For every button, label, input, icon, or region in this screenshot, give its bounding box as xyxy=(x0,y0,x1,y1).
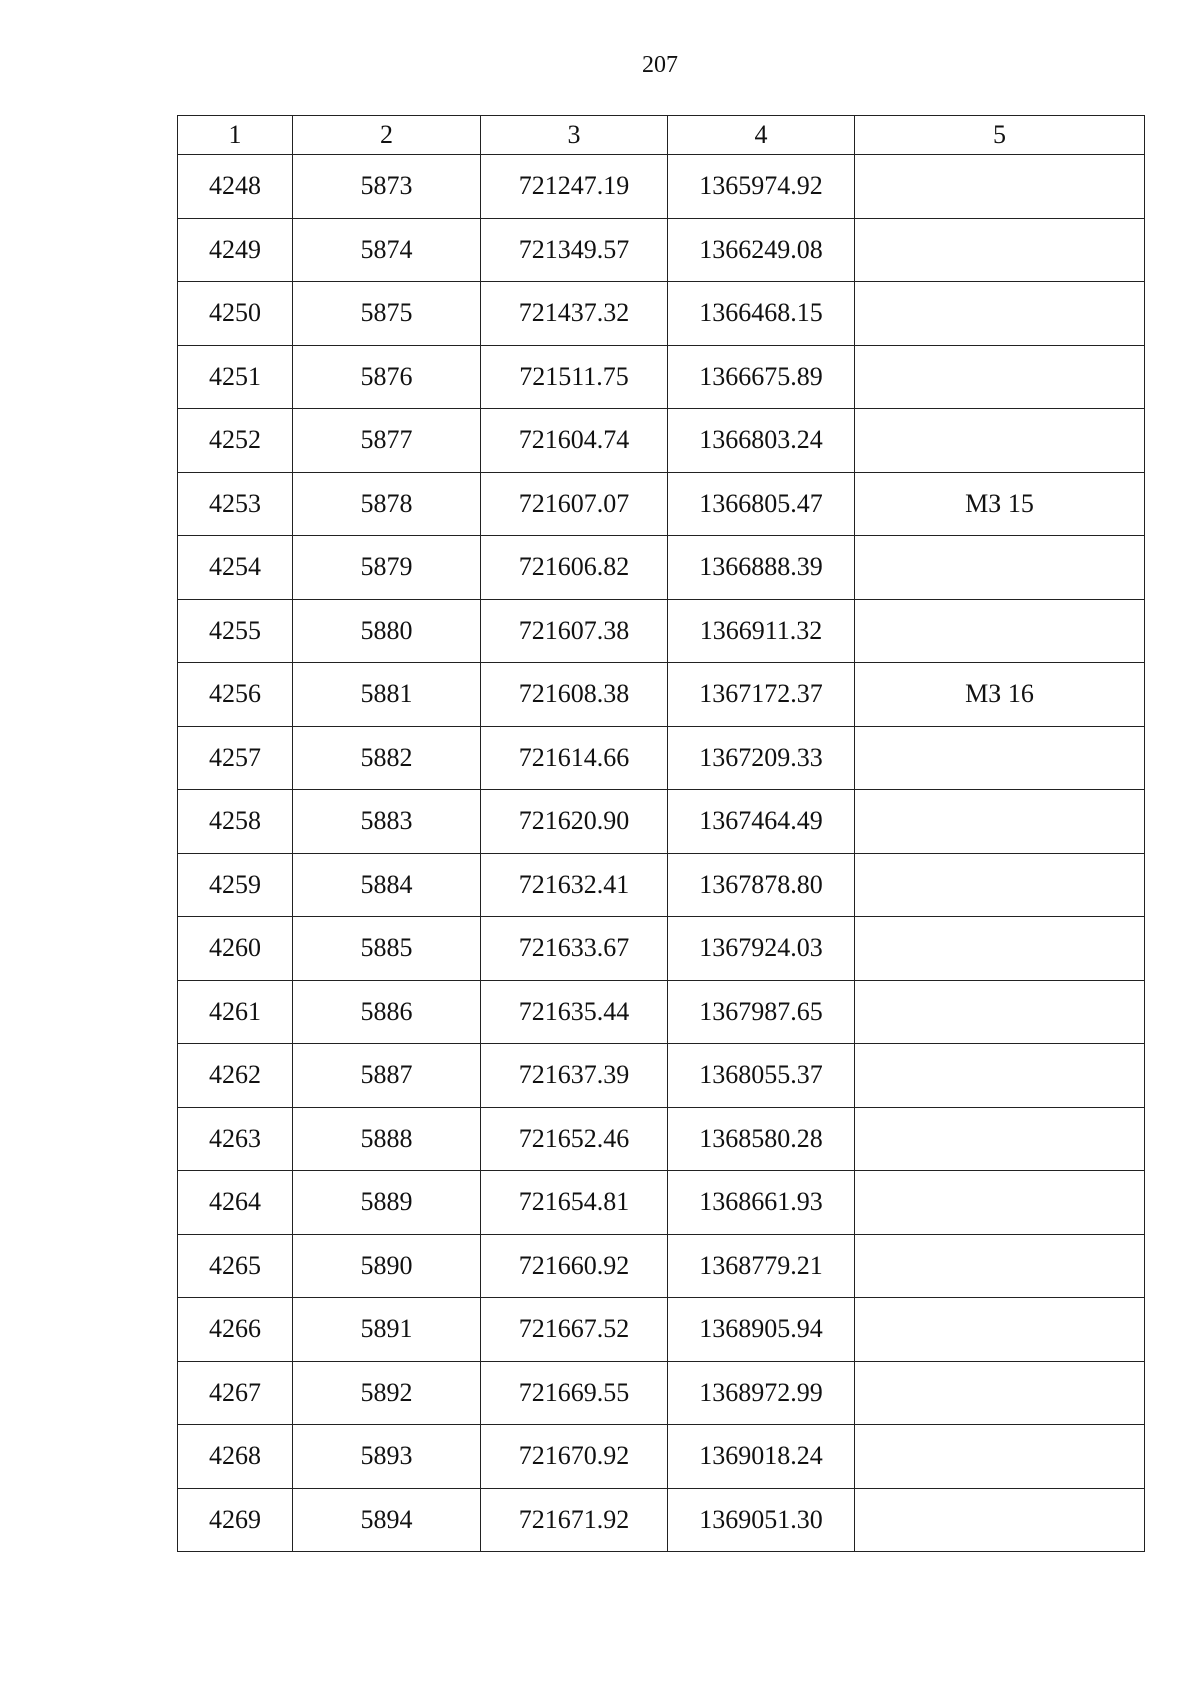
table-row xyxy=(178,1488,1145,1552)
table-cell-col-5 xyxy=(855,1234,1145,1298)
table-cell-col-4: 1366803.24 xyxy=(668,409,855,473)
table-cell-col-5 xyxy=(855,853,1145,917)
table-cell-col-4: 1367924.03 xyxy=(668,917,855,981)
table-row xyxy=(178,599,1145,663)
table-cell-col-3: 721667.52 xyxy=(481,1298,668,1362)
table-cell-col-2: 5894 xyxy=(293,1488,481,1552)
table-row xyxy=(178,980,1145,1044)
table-cell-col-2: 5884 xyxy=(293,853,481,917)
table-cell-col-4: 1368580.28 xyxy=(668,1107,855,1171)
table-cell-col-1: 4260 xyxy=(178,917,293,981)
table-cell-col-3: 721635.44 xyxy=(481,980,668,1044)
column-header-5: 5 xyxy=(855,116,1145,155)
table-body xyxy=(178,155,1145,1552)
table-cell-col-5 xyxy=(855,1298,1145,1362)
table-cell-col-3: 721620.90 xyxy=(481,790,668,854)
column-header-4: 4 xyxy=(668,116,855,155)
table-cell-col-1: 4248 xyxy=(178,155,293,219)
table-cell-col-2: 5891 xyxy=(293,1298,481,1362)
table-cell-col-3: 721614.66 xyxy=(481,726,668,790)
table-cell-col-5 xyxy=(855,980,1145,1044)
table-cell-col-3: 721607.07 xyxy=(481,472,668,536)
table-cell-col-2: 5889 xyxy=(293,1171,481,1235)
table-row xyxy=(178,853,1145,917)
table-row xyxy=(178,663,1145,727)
table-cell-col-4: 1367172.37 xyxy=(668,663,855,727)
table-cell-col-1: 4261 xyxy=(178,980,293,1044)
table-cell-col-2: 5874 xyxy=(293,218,481,282)
table-row xyxy=(178,726,1145,790)
table-cell-col-5 xyxy=(855,1107,1145,1171)
table-header xyxy=(178,116,1145,155)
table-cell-col-4: 1367987.65 xyxy=(668,980,855,1044)
header-row xyxy=(178,116,1145,155)
table-cell-col-5 xyxy=(855,917,1145,981)
table-cell-col-4: 1366805.47 xyxy=(668,472,855,536)
table-cell-col-3: 721671.92 xyxy=(481,1488,668,1552)
table-cell-col-4: 1367878.80 xyxy=(668,853,855,917)
column-header-2: 2 xyxy=(293,116,481,155)
table-cell-col-1: 4257 xyxy=(178,726,293,790)
table-row xyxy=(178,218,1145,282)
table-cell-col-4: 1365974.92 xyxy=(668,155,855,219)
table-cell-col-5 xyxy=(855,1488,1145,1552)
table-cell-col-3: 721608.38 xyxy=(481,663,668,727)
table-cell-col-4: 1369051.30 xyxy=(668,1488,855,1552)
table-cell-col-4: 1368055.37 xyxy=(668,1044,855,1108)
table-cell-col-3: 721660.92 xyxy=(481,1234,668,1298)
table-row xyxy=(178,409,1145,473)
table-row xyxy=(178,282,1145,346)
table-cell-col-4: 1368779.21 xyxy=(668,1234,855,1298)
table-cell-col-2: 5893 xyxy=(293,1425,481,1489)
table-cell-col-1: 4262 xyxy=(178,1044,293,1108)
table-cell-col-5 xyxy=(855,726,1145,790)
table-cell-col-2: 5886 xyxy=(293,980,481,1044)
table-cell-col-5 xyxy=(855,1044,1145,1108)
table-cell-col-3: 721604.74 xyxy=(481,409,668,473)
table-cell-col-1: 4250 xyxy=(178,282,293,346)
table-row xyxy=(178,790,1145,854)
table-cell-col-5: МЗ 15 xyxy=(855,472,1145,536)
table-cell-col-2: 5876 xyxy=(293,345,481,409)
table-cell-col-1: 4266 xyxy=(178,1298,293,1362)
table-cell-col-4: 1367464.49 xyxy=(668,790,855,854)
table-cell-col-3: 721669.55 xyxy=(481,1361,668,1425)
table-row xyxy=(178,1425,1145,1489)
table-cell-col-1: 4255 xyxy=(178,599,293,663)
table-cell-col-2: 5881 xyxy=(293,663,481,727)
table-cell-col-2: 5879 xyxy=(293,536,481,600)
table-row xyxy=(178,1171,1145,1235)
table-cell-col-1: 4256 xyxy=(178,663,293,727)
table-cell-col-1: 4267 xyxy=(178,1361,293,1425)
table-cell-col-4: 1368661.93 xyxy=(668,1171,855,1235)
table-cell-col-4: 1366468.15 xyxy=(668,282,855,346)
page-number: 207 xyxy=(642,52,678,78)
table-cell-col-1: 4251 xyxy=(178,345,293,409)
table-cell-col-1: 4254 xyxy=(178,536,293,600)
table-cell-col-1: 4258 xyxy=(178,790,293,854)
table-cell-col-3: 721652.46 xyxy=(481,1107,668,1171)
table-cell-col-3: 721247.19 xyxy=(481,155,668,219)
table-row xyxy=(178,1107,1145,1171)
table-cell-col-4: 1366249.08 xyxy=(668,218,855,282)
table-cell-col-5 xyxy=(855,1425,1145,1489)
table-cell-col-3: 721349.57 xyxy=(481,218,668,282)
table-cell-col-5 xyxy=(855,599,1145,663)
table-cell-col-4: 1368972.99 xyxy=(668,1361,855,1425)
table-cell-col-5 xyxy=(855,282,1145,346)
table-cell-col-2: 5892 xyxy=(293,1361,481,1425)
table-cell-col-3: 721637.39 xyxy=(481,1044,668,1108)
table-cell-col-1: 4268 xyxy=(178,1425,293,1489)
table-cell-col-2: 5873 xyxy=(293,155,481,219)
table-cell-col-2: 5880 xyxy=(293,599,481,663)
table-cell-col-2: 5885 xyxy=(293,917,481,981)
table-cell-col-2: 5882 xyxy=(293,726,481,790)
column-header-1: 1 xyxy=(178,116,293,155)
table-cell-col-3: 721511.75 xyxy=(481,345,668,409)
table-cell-col-1: 4249 xyxy=(178,218,293,282)
table-cell-col-3: 721670.92 xyxy=(481,1425,668,1489)
table-cell-col-1: 4265 xyxy=(178,1234,293,1298)
table-cell-col-5 xyxy=(855,1361,1145,1425)
table-cell-col-3: 721606.82 xyxy=(481,536,668,600)
table-cell-col-1: 4253 xyxy=(178,472,293,536)
table-cell-col-3: 721632.41 xyxy=(481,853,668,917)
table-cell-col-2: 5875 xyxy=(293,282,481,346)
table-cell-col-4: 1366888.39 xyxy=(668,536,855,600)
table-cell-col-5: МЗ 16 xyxy=(855,663,1145,727)
table-cell-col-5 xyxy=(855,409,1145,473)
table-cell-col-4: 1368905.94 xyxy=(668,1298,855,1362)
table-cell-col-1: 4252 xyxy=(178,409,293,473)
table-cell-col-2: 5878 xyxy=(293,472,481,536)
table-cell-col-5 xyxy=(855,345,1145,409)
table-cell-col-2: 5887 xyxy=(293,1044,481,1108)
coordinates-table xyxy=(177,115,1145,1552)
table-cell-col-2: 5883 xyxy=(293,790,481,854)
table-cell-col-5 xyxy=(855,155,1145,219)
table-cell-col-3: 721633.67 xyxy=(481,917,668,981)
table-row xyxy=(178,472,1145,536)
table-cell-col-1: 4259 xyxy=(178,853,293,917)
table-row xyxy=(178,917,1145,981)
table-cell-col-5 xyxy=(855,1171,1145,1235)
table-cell-col-4: 1366675.89 xyxy=(668,345,855,409)
table-cell-col-5 xyxy=(855,536,1145,600)
table-row xyxy=(178,1044,1145,1108)
table-cell-col-2: 5877 xyxy=(293,409,481,473)
table-cell-col-3: 721437.32 xyxy=(481,282,668,346)
table-row xyxy=(178,155,1145,219)
column-header-3: 3 xyxy=(481,116,668,155)
table-row xyxy=(178,345,1145,409)
table-cell-col-2: 5888 xyxy=(293,1107,481,1171)
table-cell-col-4: 1367209.33 xyxy=(668,726,855,790)
table-cell-col-3: 721654.81 xyxy=(481,1171,668,1235)
table-cell-col-4: 1369018.24 xyxy=(668,1425,855,1489)
table-cell-col-1: 4263 xyxy=(178,1107,293,1171)
table-cell-col-1: 4269 xyxy=(178,1488,293,1552)
table-row xyxy=(178,536,1145,600)
table-cell-col-5 xyxy=(855,790,1145,854)
table-cell-col-4: 1366911.32 xyxy=(668,599,855,663)
table-row xyxy=(178,1234,1145,1298)
table-row xyxy=(178,1361,1145,1425)
table-row xyxy=(178,1298,1145,1362)
table-cell-col-1: 4264 xyxy=(178,1171,293,1235)
table-cell-col-5 xyxy=(855,218,1145,282)
table-cell-col-2: 5890 xyxy=(293,1234,481,1298)
table-cell-col-3: 721607.38 xyxy=(481,599,668,663)
